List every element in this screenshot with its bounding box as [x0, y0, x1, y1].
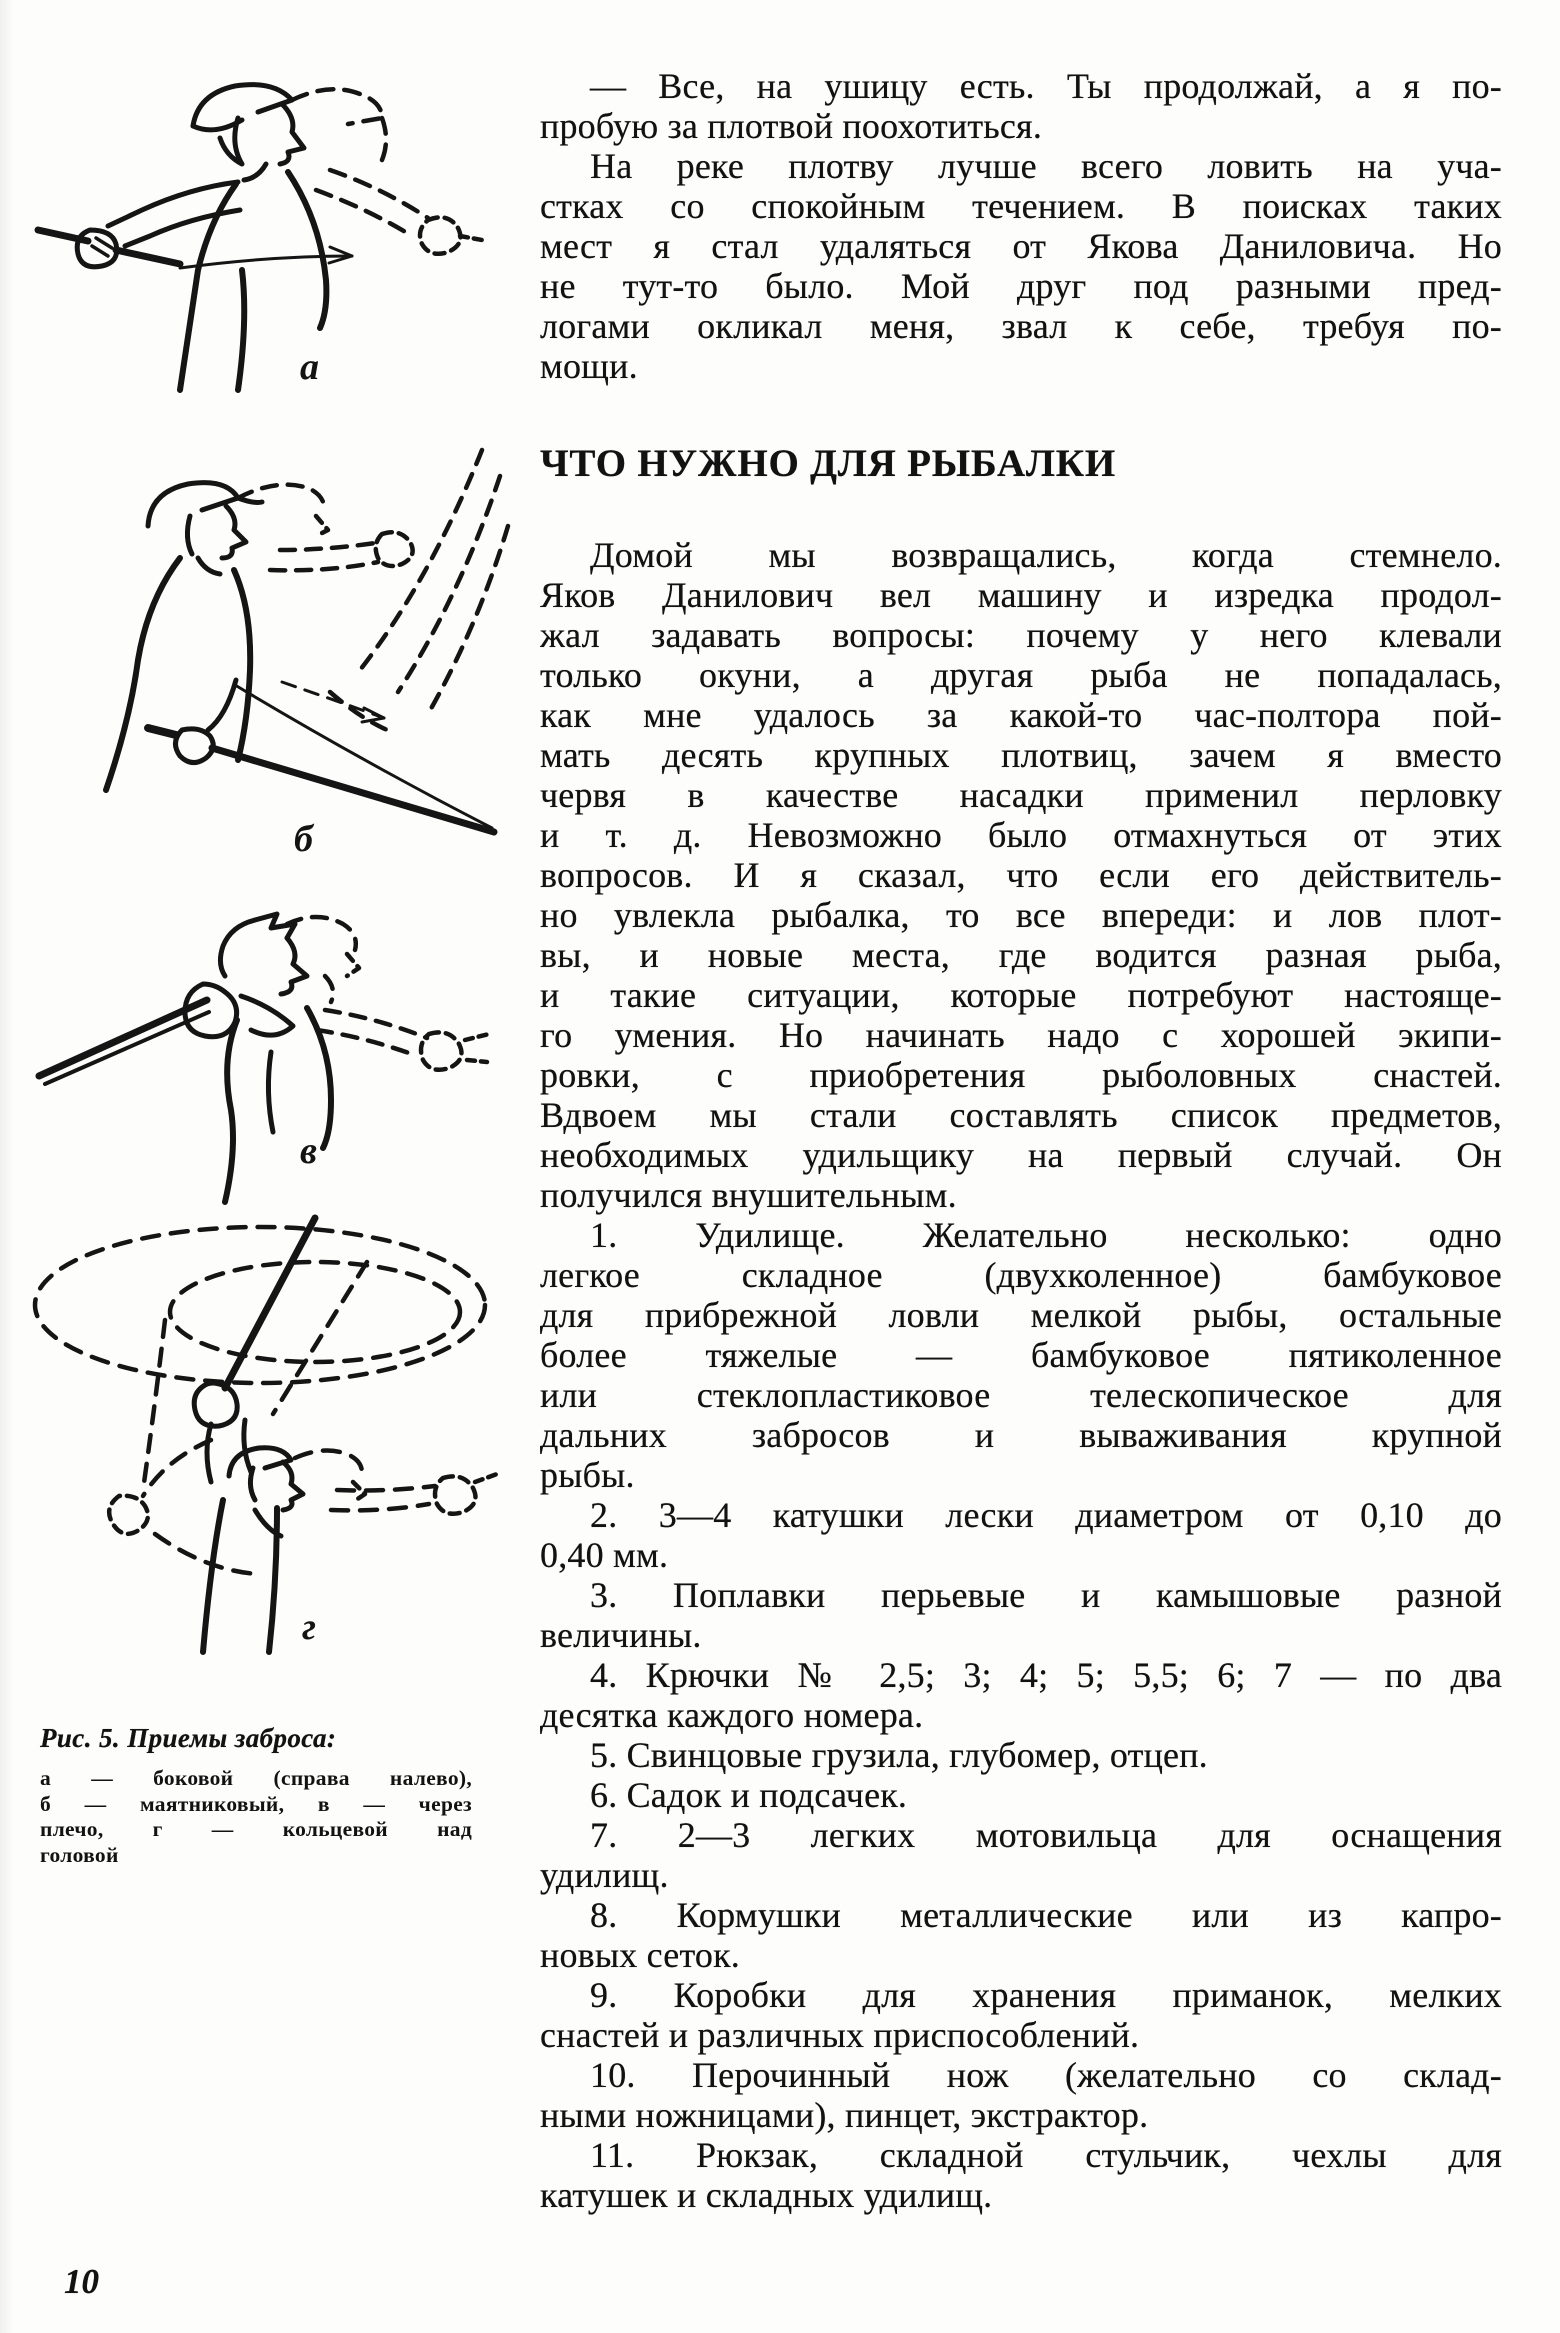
main-text-block [540, 535, 1502, 2215]
figure-caption-title: Рис. 5. Приемы заброса: [40, 1723, 337, 1753]
text-line: для прибрежной ловли мелкой рыбы, остальные [540, 1295, 1502, 1335]
text-line: мест я стал удаляться от Якова Даниловича. Но [540, 226, 1502, 266]
caption-line: б — маятниковый, в — через [40, 1791, 472, 1816]
paragraph [540, 2135, 1502, 2215]
text-line: ными ножницами), пинцет, экстрактор. [540, 2095, 1149, 2135]
paragraph [540, 1895, 1502, 1975]
text-line: 3. Поплавки перьевые и камышовые разной [590, 1575, 1502, 1615]
figure-caption-lines [40, 1766, 472, 1868]
intro-text-block [540, 66, 1502, 386]
text-line: ровки, с приобретения рыболовных снастей. [540, 1055, 1502, 1095]
paragraph [540, 1735, 1502, 1775]
paragraph [540, 1575, 1502, 1655]
figure-label-b: б [294, 818, 313, 860]
text-line: 0,40 мм. [540, 1535, 669, 1575]
text-line: логами окликал меня, звал к себе, требуя по- [540, 306, 1502, 346]
text-line: рыбы. [540, 1455, 635, 1495]
text-line: червя в качестве насадки применил перловку [540, 775, 1502, 815]
cast-circular-overhead-illustration [15, 1200, 520, 1660]
angler-solid [38, 85, 326, 390]
text-line: 6. Садок и подсачек. [590, 1775, 908, 1815]
text-line: 7. 2—3 легких мотовильца для оснащения [590, 1815, 1502, 1855]
text-line: мощи. [540, 346, 638, 386]
motion-arrow [282, 682, 384, 722]
page-number: 10 [64, 2262, 99, 2301]
paragraph [540, 146, 1502, 386]
text-line: удилищ. [540, 1855, 669, 1895]
caption-line: головой [40, 1842, 119, 1867]
figure-caption [40, 1722, 472, 1868]
text-line: На реке плотву лучше всего ловить на уча- [590, 146, 1502, 186]
figure-cast-over-shoulder [25, 880, 510, 1215]
paragraph [540, 66, 1502, 146]
text-line: вопросов. И я сказал, что если его действитель- [540, 855, 1502, 895]
text-line: Вдвоем мы стали составлять список предметов, [540, 1095, 1502, 1135]
text-line: жал задавать вопросы: почему у него клевали [540, 615, 1502, 655]
text-line: но увлекла рыбалка, то все впереди: и лов плот- [540, 895, 1502, 935]
paragraph [540, 1495, 1502, 1575]
text-line: 9. Коробки для хранения приманок, мелких [590, 1975, 1502, 2015]
text-line: десятка каждого номера. [540, 1695, 924, 1735]
text-line: 2. 3—4 катушки лески диаметром от 0,10 до [590, 1495, 1502, 1535]
text-line: вы, и новые места, где водится разная рыба, [540, 935, 1502, 975]
paragraph [540, 1655, 1502, 1735]
paragraph [540, 535, 1502, 1215]
paragraph [540, 1215, 1502, 1495]
angler-ghost-dashed [238, 450, 508, 732]
text-line: — Все, на ушицу есть. Ты продолжай, а я по- [590, 66, 1502, 106]
angler-solid [106, 483, 494, 832]
caption-line: а — боковой (справа налево), [40, 1766, 472, 1790]
figure-label-g: г [302, 1606, 317, 1648]
text-line: пробую за плотвой поохотиться. [540, 106, 1043, 146]
text-line: получился внушительным. [540, 1175, 957, 1215]
figure-cast-circular-overhead [15, 1200, 520, 1660]
text-line: 10. Перочинный нож (желательно со склад- [590, 2055, 1502, 2095]
text-line: только окуни, а другая рыба не попадалась, [540, 655, 1502, 695]
text-line: го умения. Но начинать надо с хорошей экипи- [540, 1015, 1502, 1055]
angler-solid [194, 1218, 315, 1652]
text-line: катушек и складных удилищ. [540, 2175, 993, 2215]
text-line: Домой мы возвращались, когда стемнело. [590, 535, 1502, 575]
text-line: 1. Удилище. Желательно несколько: одно [590, 1215, 1502, 1255]
text-line: 4. Крючки № 2,5; 3; 4; 5; 5,5; 6; 7 — по два [590, 1655, 1502, 1695]
angler-ghost-dashed [287, 917, 489, 1070]
text-line: Яков Данилович вел машину и изредка продол- [540, 575, 1502, 615]
text-line: 11. Рюкзак, складной стульчик, чехлы для [590, 2135, 1502, 2175]
text-line: новых сеток. [540, 1935, 740, 1975]
paragraph [540, 2055, 1502, 2135]
figure-cast-pendulum [30, 430, 520, 870]
text-line: необходимых удильщику на первый случай. Он [540, 1135, 1502, 1175]
text-line: не тут-то было. Мой друг под разными пред- [540, 266, 1502, 306]
figure-cast-side [30, 60, 490, 400]
text-line: стках со спокойным течением. В поисках таких [540, 186, 1502, 226]
text-line: снастей и различных приспособлений. [540, 2015, 1140, 2055]
text-line: и такие ситуации, которые потребуют настояще- [540, 975, 1502, 1015]
angler-ghost-dashed [292, 89, 482, 254]
paragraph [540, 1775, 1502, 1815]
text-line: 5. Свинцовые грузила, глубомер, отцеп. [590, 1735, 1208, 1775]
text-line: мать десять крупных плотвиц, зачем я вместо [540, 735, 1502, 775]
text-line: более тяжелые — бамбуковое пятиколенное [540, 1335, 1502, 1375]
text-line: как мне удалось за какой-то час-полтора пой- [540, 695, 1502, 735]
text-line: дальних забросов и вываживания крупной [540, 1415, 1502, 1455]
text-line: величины. [540, 1615, 702, 1655]
text-line: 8. Кормушки металлические или из капро- [590, 1895, 1502, 1935]
text-line: легкое складное (двухколенное) бамбуковое [540, 1255, 1502, 1295]
paragraph [540, 1975, 1502, 2055]
figure-label-v: в [300, 1130, 317, 1172]
figure-label-a: а [300, 346, 319, 388]
paragraph [540, 1815, 1502, 1895]
angler-solid [39, 914, 331, 1202]
section-heading: ЧТО НУЖНО ДЛЯ РЫБАЛКИ [540, 442, 1116, 485]
caption-line: плечо, г — кольцевой над [40, 1817, 472, 1841]
text-line: и т. д. Невозможно было отмахнуться от этих [540, 815, 1502, 855]
cast-over-shoulder-illustration [25, 880, 510, 1215]
cast-pendulum-illustration [30, 430, 520, 870]
cast-side-illustration [30, 60, 490, 400]
text-line: или стеклопластиковое телескопическое для [540, 1375, 1502, 1415]
